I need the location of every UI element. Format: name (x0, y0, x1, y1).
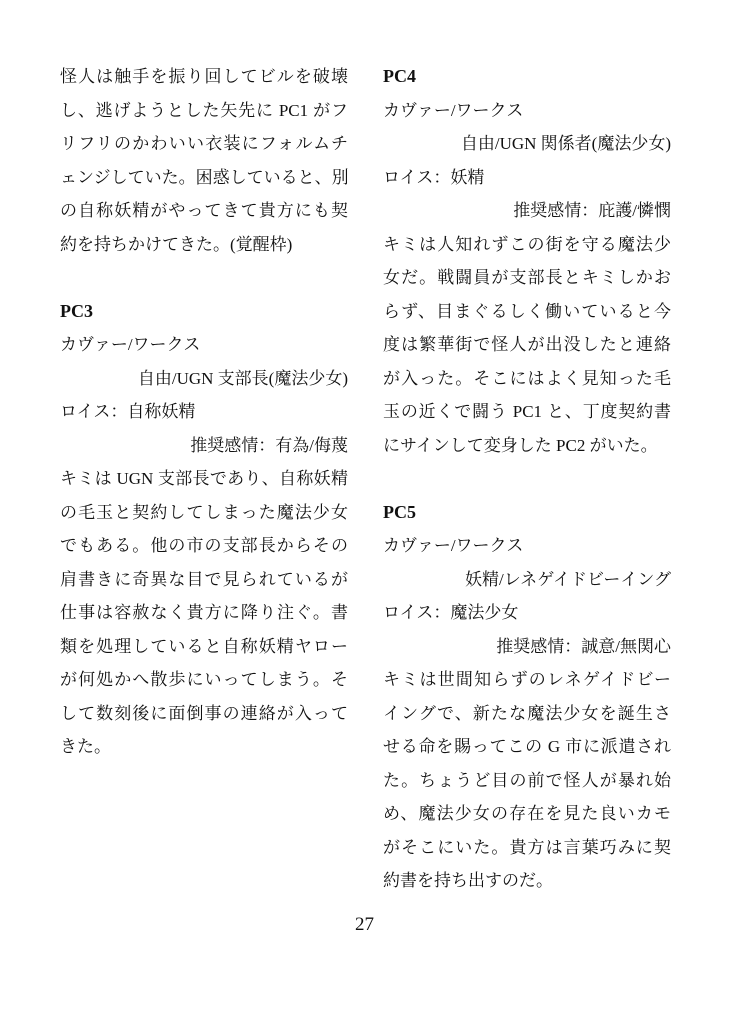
text-line: せる命を賜ってこの G 市に派遣され (383, 737, 671, 756)
text-line: が入った。そこにはよく見知った毛 (383, 368, 671, 388)
text-line: 肩書きに奇異な目で見られているが (60, 569, 348, 589)
text-line: にサインして変身した PC2 がいた。 (383, 435, 658, 455)
text-line: た。ちょうど目の前で怪人が暴れ始 (383, 770, 671, 790)
text-line: 推奨感情：庇護/憐憫 (513, 201, 671, 220)
text-line: 自由/UGN 関係者(魔法少女) (460, 134, 671, 153)
text-line: イングで、新たな魔法少女を誕生さ (383, 703, 671, 723)
section-heading: PC5 (383, 501, 416, 522)
text-line: 推奨感情：有為/侮蔑 (190, 435, 348, 455)
text-line: 度は繁華街で怪人が出没したと連絡 (383, 335, 671, 354)
section-heading: PC4 (383, 66, 416, 86)
text-line: らず、目まぐるしく働いていると今 (383, 301, 671, 321)
text-line: 約を持ちかけてきた。(覚醒枠) (60, 234, 293, 254)
text-line: が何処かへ散歩にいってしまう。そ (60, 670, 348, 689)
text-line: 推奨感情：誠意/無関心 (496, 636, 671, 656)
text-line: ロイス：妖精 (383, 167, 485, 187)
text-line: 約書を持ち出すのだ。 (383, 871, 553, 890)
page-number: 27 (355, 914, 374, 935)
text-line: 自由/UGN 支部長(魔法少女) (137, 368, 348, 388)
text-line: 類を処理していると自称妖精ヤロー (60, 636, 348, 656)
text-line: し、逃げようとした矢先に PC1 がフ (60, 100, 348, 120)
text-line: ロイス：自称妖精 (60, 402, 196, 421)
text-line: きた。 (60, 737, 111, 756)
right-column (383, 60, 671, 898)
section-heading: PC3 (60, 300, 93, 321)
text-line: 女だ。戦闘員が支部長とキミしかお (383, 268, 671, 287)
text-line: キミは UGN 支部長であり、自称妖精 (60, 469, 348, 488)
text-line: ロイス：魔法少女 (383, 603, 519, 622)
blank-line (383, 462, 671, 496)
text-line: ェンジしていた。困惑していると、別 (60, 167, 349, 187)
text-line: キミは世間知らずのレネゲイドビー (383, 670, 671, 689)
text-line: め、魔法少女の存在を見た良いカモ (383, 804, 671, 823)
text-line: 玉の近くで闘う PC1 と、丁度契約書 (383, 402, 671, 421)
text-line: キミは人知れずこの街を守る魔法少 (383, 234, 671, 254)
text-line: 仕事は容赦なく貴方に降り注ぐ。書 (60, 603, 348, 622)
text-line: の自称妖精がやってきて貴方にも契 (60, 201, 348, 220)
text-line: でもある。他の市の支部長からその (60, 536, 348, 555)
text-line: 怪人は触手を振り回してビルを破壊 (60, 67, 348, 86)
text-line: カヴァー/ワークス (383, 536, 524, 555)
text-line: の毛玉と契約してしまった魔法少女 (60, 502, 348, 522)
text-line: がそこにいた。貴方は言葉巧みに契 (383, 837, 671, 857)
left-column (60, 60, 348, 764)
text-line: カヴァー/ワークス (60, 335, 201, 354)
text-line: 妖精/レネゲイドビーイング (464, 569, 671, 589)
text-line: リフリのかわいい衣装にフォルムチ (60, 134, 348, 153)
blank-line (60, 261, 348, 295)
text-line: カヴァー/ワークス (383, 100, 524, 120)
text-line: して数刻後に面倒事の連絡が入って (60, 703, 348, 723)
